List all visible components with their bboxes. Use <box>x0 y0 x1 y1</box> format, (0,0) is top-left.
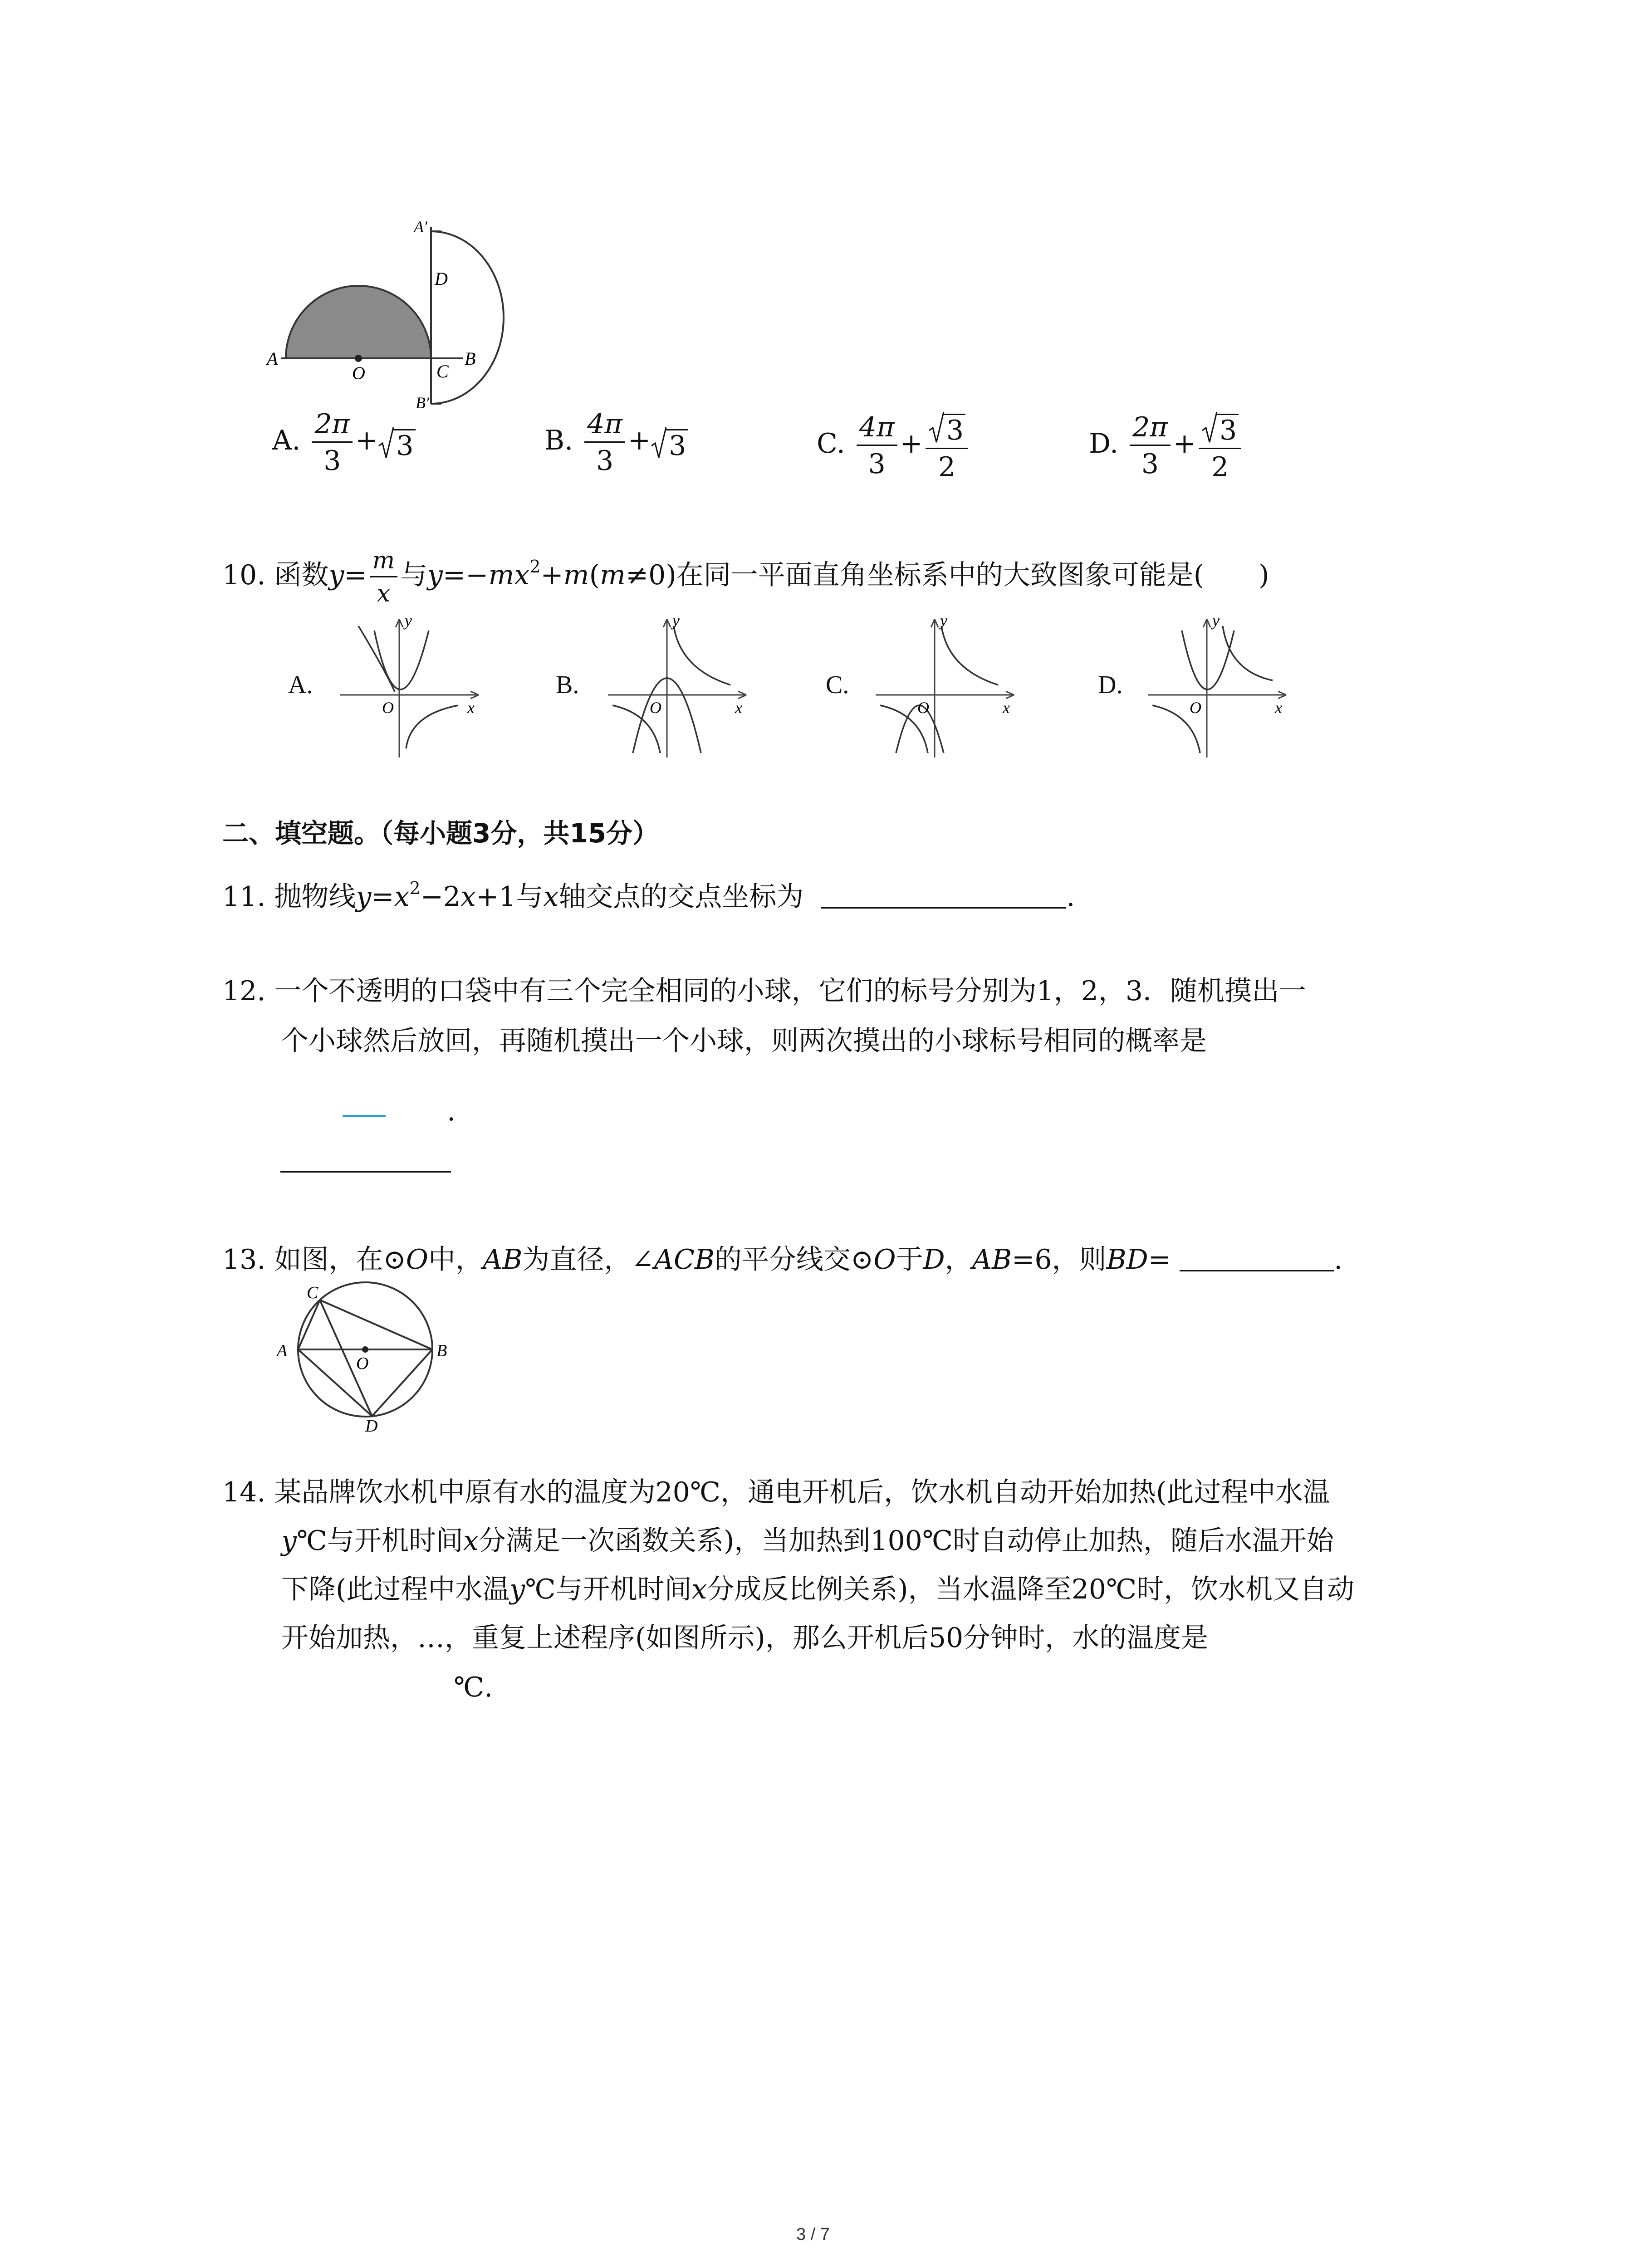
shaded-semicircle <box>286 286 431 358</box>
question-number: 14. <box>222 1476 266 1508</box>
origin-label: O <box>917 699 929 717</box>
q11-stem: 11. 抛物线$y=x^2-2x+1$与x轴交点的交点坐标为 . <box>222 878 1075 913</box>
q10-option-d-label[interactable]: D. <box>1098 671 1123 699</box>
axis-y-label: y <box>672 612 680 630</box>
q9-option-b[interactable]: B. $\frac{4\pi}{3}$ + 3 <box>544 411 688 474</box>
label-o: O <box>352 363 365 383</box>
hyperbola-right <box>406 705 458 748</box>
q10-option-c-label[interactable]: C. <box>826 671 849 699</box>
q13-stem: 13. 如图，在⊙O中，AB为直径，∠ACB的平分线交⊙O于D，AB=6，则BD= . <box>222 1244 1343 1276</box>
label-d: D <box>435 269 448 289</box>
option-label: A. <box>272 425 301 457</box>
parabola <box>374 631 429 689</box>
label-b: B <box>436 1341 447 1360</box>
q12-line-1: 12. 一个不透明的口袋中有三个完全相同的小球，它们的标号分别为1，2，3．随机摸出一 <box>222 975 1307 1007</box>
q13-circle-figure <box>268 1270 458 1433</box>
answer-blank[interactable] <box>821 880 1066 909</box>
q9-option-c[interactable]: C. $\frac{4\pi}{3}$ + $\frac{3}{2}$ <box>817 411 971 481</box>
question-number: 12. <box>222 975 266 1007</box>
square-root: 3 <box>651 426 688 459</box>
fraction: $\frac{4\pi}{3}$ <box>584 411 625 474</box>
axis-y-label: y <box>1212 612 1220 630</box>
label-a: A <box>277 1341 288 1360</box>
q14-line-4: 开始加热，…，重复上述程序(如图所示)，那么开机后50分钟时，水的温度是 <box>281 1622 1209 1654</box>
section-heading: 二、填空题。（每小题3分，共15分） <box>222 818 659 849</box>
label-o: O <box>356 1354 369 1373</box>
axis-y-label: y <box>405 612 412 630</box>
hyperbola-right <box>674 626 730 685</box>
q14-line-3: 下降(此过程中水温y℃与开机时间x分成反比例关系)，当水温降至20℃时，饮水机又自动 <box>281 1574 1355 1605</box>
root-fraction: $\frac{3}{2}$ <box>926 411 968 481</box>
square-root: 3 <box>378 426 415 459</box>
question-number: 13. <box>222 1244 266 1276</box>
q10-option-b-label[interactable]: B. <box>556 671 579 699</box>
q10-stem: 10. 函数y= $\frac{m}{x}$ 与$y=-mx^2+m(m\ne 0)$在同一平面直角坐标系中的大致图象可能是( ) <box>222 547 1269 607</box>
axis-y-label: y <box>940 612 947 630</box>
hyperbola-right <box>1223 626 1273 680</box>
option-label: C. <box>817 428 845 460</box>
label-c: C <box>307 1283 318 1302</box>
origin-label: O <box>1190 699 1201 717</box>
q9-option-a[interactable]: A. $\frac{2\pi}{3}$ + 3 <box>272 411 416 474</box>
q9-figure <box>254 213 526 422</box>
chord-cb <box>320 1300 432 1349</box>
fraction: $\frac{4\pi}{3}$ <box>857 414 897 478</box>
q9-option-d[interactable]: D. $\frac{2\pi}{3}$ + $\frac{3}{2}$ <box>1089 411 1244 481</box>
center-point-o <box>355 355 362 362</box>
question-number: 11. <box>222 881 266 913</box>
faint-blue-rule <box>343 1115 386 1117</box>
q10-graph-a <box>331 612 485 762</box>
q10-graph-b <box>599 612 753 762</box>
root-fraction: $\frac{3}{2}$ <box>1199 411 1241 481</box>
q14-answer-unit: ℃. <box>454 1672 493 1703</box>
fraction: $\frac{2\pi}{3}$ <box>312 411 353 474</box>
q12-period: . <box>447 1095 456 1127</box>
fraction-m-over-x: $\frac{m}{x}$ <box>370 549 397 606</box>
question-number: 10. <box>222 559 266 591</box>
axis-x-label: x <box>735 699 742 717</box>
answer-blank[interactable] <box>280 1171 451 1173</box>
axis-x-label: x <box>1003 699 1010 717</box>
origin-label: O <box>650 699 661 717</box>
q10-graph-d <box>1139 612 1293 762</box>
option-label: D. <box>1089 428 1119 460</box>
label-b: B <box>465 348 476 369</box>
page-number: 3 / 7 <box>796 2225 830 2244</box>
answer-blank[interactable] <box>1180 1243 1334 1271</box>
center-point-o <box>362 1346 368 1353</box>
answer-parentheses[interactable]: ) <box>1204 559 1269 591</box>
hyperbola-right <box>941 626 998 685</box>
q12-line-2: 个小球然后放回，再随机摸出一个小球，则两次摸出的小球标号相同的概率是 <box>281 1025 1207 1057</box>
option-label: B. <box>544 425 573 457</box>
fraction: $\frac{2\pi}{3}$ <box>1130 414 1171 478</box>
hyperbola-left <box>358 626 395 692</box>
axis-x-label: x <box>1275 699 1282 717</box>
q10-option-a-label[interactable]: A. <box>288 671 313 699</box>
origin-label: O <box>382 699 394 717</box>
label-b-prime: B′ <box>416 394 429 412</box>
square-root: 3 <box>1201 411 1239 444</box>
label-d: D <box>365 1417 378 1433</box>
q10-graph-c <box>867 612 1021 762</box>
q14-line-2: y℃与开机时间x分满足一次函数关系)，当加热到100℃时自动停止加热，随后水温开始 <box>281 1525 1334 1557</box>
chord-ca <box>298 1300 320 1349</box>
label-c: C <box>436 361 449 381</box>
label-a: A <box>267 348 278 369</box>
label-a-prime: A′ <box>414 218 427 236</box>
q14-line-1: 14. 某品牌饮水机中原有水的温度为20℃，通电开机后，饮水机自动开始加热(此过程中水温 <box>222 1476 1330 1508</box>
axis-x-label: x <box>467 699 475 717</box>
square-root: 3 <box>928 411 965 444</box>
